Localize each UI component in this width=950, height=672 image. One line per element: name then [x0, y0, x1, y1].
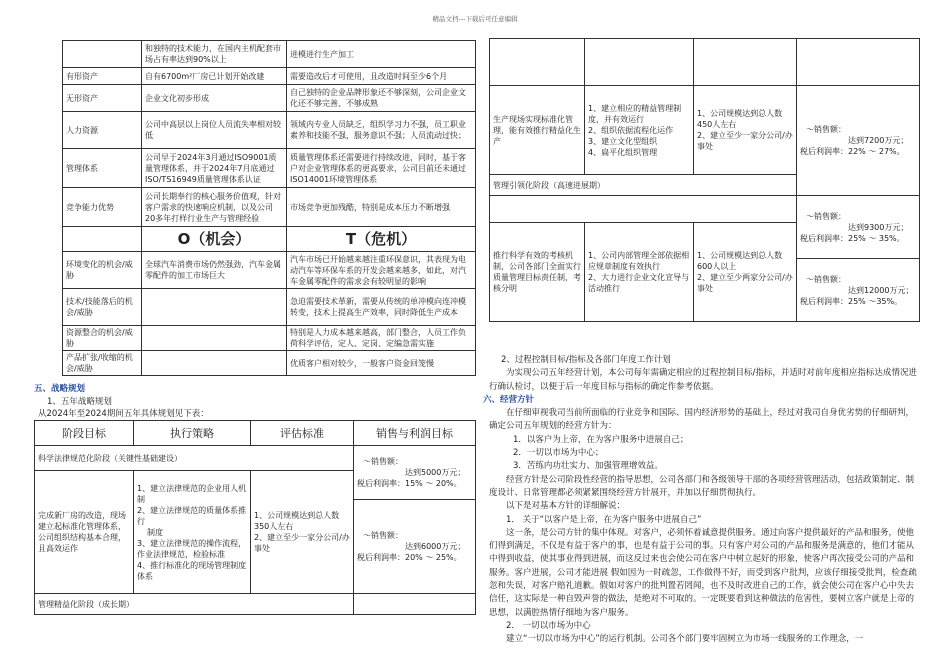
- right-text-block: [483, 354, 921, 647]
- opportunity-label: O（机会）: [142, 227, 287, 252]
- swot-threat: 特别是人力成本越来越高，部门整合，人员工作负荷科学评估，定人、定岗、定编急需实施: [287, 326, 476, 351]
- swot-weakness: 需要造改后才可使用，且改造时间至少6个月: [287, 68, 476, 85]
- swot-opportunity: [142, 326, 287, 351]
- strategy-cell: [134, 471, 251, 594]
- evaluation-cell: 1、公司规模达到总人数600人以上 2、建立至少两家分公司/办事处: [694, 223, 797, 322]
- page-header: 精品文档---下载后可任意编辑: [432, 15, 518, 23]
- table-row: [35, 446, 476, 471]
- swot-threat: 优质客户相对较少，一般客户资金回笼慢: [287, 351, 476, 376]
- paragraph: 1． 关于“以客户是上帝，在为客户服务中进展自己”: [506, 514, 702, 525]
- swot-key: 产品扩张/收缩的机会/威胁: [63, 351, 142, 376]
- list-item: 1、建立相应的精益管理制度，并有效运行: [588, 103, 682, 124]
- subsection-title: 2、过程控制目标/指标及各部门年度工作计划: [501, 355, 671, 365]
- strategy-cell: [585, 86, 694, 175]
- swot-threat: 汽车市场已开始越来越注重环保意识，其表现为电动汽车等环保车系的开发会越来越多，如此，对汽车金属零配件的需求会有较明显的影响: [287, 252, 476, 289]
- ot-header-row: [63, 227, 476, 252]
- paragraph: 建立“一切以市场为中心”的运行机制。公司各个部门要牢固树立为市场一线服务的工作理念，一: [506, 634, 864, 645]
- list-item: 2、组织依据流程化运作: [588, 125, 674, 135]
- table-row: [63, 289, 476, 326]
- table-row: [63, 41, 476, 68]
- list-item: 3、建立文化型组织: [588, 136, 658, 146]
- phase-label: 管理精益化阶段（成长期）: [35, 594, 354, 615]
- paragraph: 这一条，是公司方针的集中体现。对客户，必须怀着诚意提供服务。通过向客户提供最好的产品和服务，使他们得到满足，不仅是有益于客户的事，也是有益于公司的事。只有客户对公司的产品和服务是满意的，他们才能从中得到收益，使其事业得到进展，而这反过来也会使公司在客户中树立起好的形象，使客户再次接受公司的产品和服务。客户进展，公司才能进展 假如因为一时疏忽，工作做得不好，而受到客户批判，应该仔细接受批判，检查疏忽和失误，对客户赔礼道歉。假如对客户的批判置若罔闻，也不及时改进自己的工作，就会使公司在客户心中失去信任，这实际是一种自毁声誉的做法，是绝对不可取的。一定既要看到这种做法的危害性，要树立客户就是上帝的思想，以满腔热情仔细地为客户服务。: [489, 527, 917, 618]
- swot-weakness: 市场竞争更加残酷，特别是成本压力不断增强: [287, 188, 476, 227]
- list-item: 1．以客户为上帝，在为客户服务中进展自己；: [513, 434, 689, 445]
- goal-cell: 生产现场实现标准化管理，能有效推行精益化生产: [490, 86, 585, 175]
- swot-key: 技术/技能落后的机会/威胁: [63, 289, 142, 326]
- paragraph: 在仔细审视我司当前所面临的行业竞争和国际、国内经济形势的基础上，经过对我司自身优劣势的仔细研判，确定公司五年规划的经营方针为：: [489, 408, 915, 432]
- table-row: [490, 196, 920, 223]
- column-header: 销售与利润目标: [354, 421, 476, 446]
- table-row: [63, 112, 476, 149]
- swot-key: 无形资产: [63, 85, 142, 112]
- threat-label: T（危机）: [287, 227, 476, 252]
- swot-key: 环境变化的机会/威胁: [63, 252, 142, 289]
- table-row: [63, 149, 476, 188]
- list-item: 2、大力进行企业文化宣导与活动推行: [588, 273, 690, 293]
- phase-label: 科学法律规范化阶段（关键性基础建设）: [35, 446, 354, 471]
- swot-opportunity: 全球汽车消费市场仍然强劲，汽车金属零配件的加工市场巨大: [142, 252, 287, 289]
- table-header-row: [35, 421, 476, 446]
- goal-cell: 完成新厂房的改造，现场建立起标准化管理体系，公司组织结构基本合理，且高效运作: [35, 471, 134, 594]
- swot-weakness: 自己独特的企业品牌形象还不够深刻，公司企业文化还不够完善、不够成熟: [287, 85, 476, 112]
- swot-weakness: 质量管理体系还需要进行持续改进，同时，基于客户对企业管理体系的更高要求，公司目前还未通过ISO14001环境管理体系: [287, 149, 476, 188]
- swot-threat: 急迫需要技术革新，需要从传统的单冲模向连冲模转变，技术上提高生产效率，同时降低生产成本: [287, 289, 476, 326]
- list-item: 4、推行标准化的现场管理制度体系: [137, 560, 247, 581]
- swot-strength: 自有6700m²厂房已计划开始改建: [142, 68, 287, 85]
- swot-strength: 公司中高层以上岗位人员流失率相对较低: [142, 112, 287, 149]
- list-item: 1、建立法律规范的企业用人机制: [137, 483, 247, 504]
- paragraph: 从2024年至2024期间五年具体规划见下表：: [38, 409, 209, 419]
- swot-key: [63, 41, 142, 68]
- paragraph: 经营方针是公司阶段性经营的指导思想，公司各部门和各级领导干部的各项经营管理活动，包括政策制定、制度设计、日常管理都必须紧紧围绕经营方针展开，并加以仔细贯彻执行。: [489, 474, 915, 498]
- sales-target: ～销售额： 达到9300万元； 税后利润率：25% ～ 35%。: [797, 196, 920, 259]
- table-row: [490, 86, 920, 175]
- list-item: 1、公司内部管理全部依据相应规章制度有效执行: [588, 251, 690, 271]
- swot-weakness: 领域内专业人员缺乏，组织学习力不强，员工职业素养和技能不强，服务意识不强；人员流动过快；: [287, 112, 476, 149]
- sales-target: ～销售额： 达到12000万元； 税后利润率：25% ～35%。: [797, 259, 920, 322]
- swot-strength: 公司长期奉行的核心服务价值观，针对客户需求的快速响应机制，以及公司20多年打样行业生产与管理经验: [142, 188, 287, 227]
- swot-strength: 公司早于2024年3月通过ISO9001质量管理体系，并于2024年7月底通过ISO/TS16949质量管理体系认证: [142, 149, 287, 188]
- table-row: [63, 252, 476, 289]
- swot-key: 有形资产: [63, 68, 142, 85]
- evaluation-cell: 1、公司规模达到总人数350人左右 2、建立至少一家分公司/办事处: [251, 471, 354, 594]
- table-row: [490, 39, 920, 86]
- table-row: [63, 326, 476, 351]
- table-row: [63, 351, 476, 376]
- list-item: 3．苦练内功壮实力、加强管理增效益。: [513, 461, 663, 472]
- paragraph: 以下是对基本方针的详细解说：: [506, 501, 626, 512]
- strategy-cell: [585, 223, 694, 322]
- swot-strength: 企业文化初步形成: [142, 85, 287, 112]
- list-item: 2、建立法律规范的质量体系推行: [137, 505, 247, 526]
- section-title-strategy: 五、战略规划: [34, 384, 86, 394]
- table-row: [63, 68, 476, 85]
- swot-key: 资源整合的机会/威胁: [63, 326, 142, 351]
- swot-table: [62, 40, 476, 376]
- plan-table: [34, 420, 476, 615]
- swot-key: 竞争能力优势: [63, 188, 142, 227]
- sales-target: ～销售额： 达到7200万元； 税后利润率：22% ～ 27%。: [797, 86, 920, 196]
- swot-weakness: 进模进行生产加工: [287, 41, 476, 68]
- list-item: 3、建立法律规范的操作流程，作业法律规范，检验标准: [137, 538, 247, 559]
- goal-cell: 推行科学有效的考核机制，公司各部门全面实行质量管理目标责任制，考核分明: [490, 223, 585, 322]
- swot-opportunity: [142, 289, 287, 326]
- paragraph: 为实现公司五年经营计划，本公司每年需确定相应的过程控制目标/指标，并适时对前年度相应指标达成情况进行确认检讨，以便于后一年度目标与指标的确定作参考依据。: [489, 368, 917, 392]
- section-title-policy: 六、经营方针: [483, 394, 535, 405]
- swot-key: 管理体系: [63, 149, 142, 188]
- swot-key: 人力资源: [63, 112, 142, 149]
- evaluation-cell: 1、公司规模达到总人数450人左右 2、建立至少一家分公司/办事处: [694, 86, 797, 175]
- sales-target: ～销售额： 达到6000万元； 税后利润率：20% ～ 25%。: [354, 499, 476, 593]
- list-item: 4、扁平化组织管理: [588, 147, 658, 157]
- column-header: 阶段目标: [35, 421, 134, 446]
- table-row: [63, 85, 476, 112]
- table-row: [35, 594, 476, 615]
- column-header: 执行策略: [134, 421, 251, 446]
- sales-target: ～销售额： 达到5000万元； 税后利润率：15% ～ 20%。: [354, 446, 476, 500]
- phase-label: 管理引领化阶段（高速进展期）: [490, 175, 797, 196]
- column-header: 评估标准: [251, 421, 354, 446]
- swot-opportunity: [142, 351, 287, 376]
- paragraph: 2． 一切以市场为中心: [506, 620, 591, 631]
- subsection-title: 1、五年战略规划: [47, 397, 112, 407]
- list-item: 2．一切以市场为中心；: [513, 448, 604, 459]
- plan-table-continued: [489, 38, 920, 322]
- table-row: [63, 188, 476, 227]
- swot-strength: 和独特的技术能力，在国内主机配套市场占有率达到90%以上: [142, 41, 287, 68]
- list-item: 制度: [147, 527, 163, 537]
